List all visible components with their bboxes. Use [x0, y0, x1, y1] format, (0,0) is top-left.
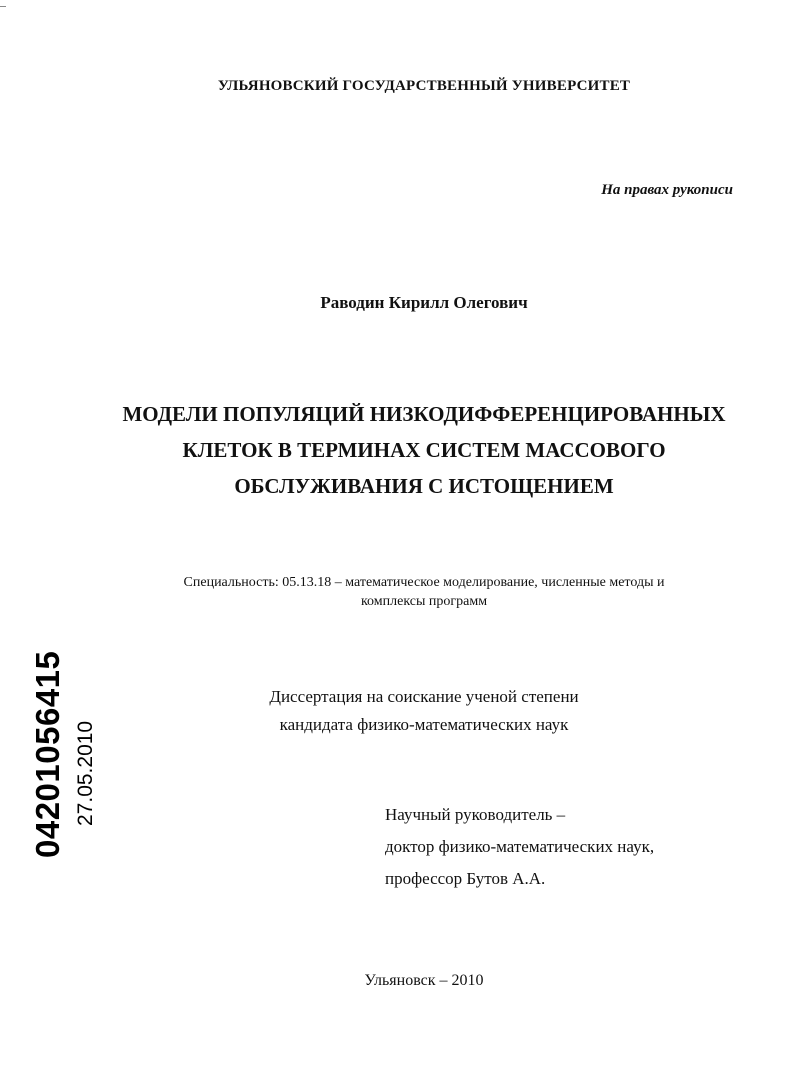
stamp-number: 04201056415: [29, 650, 66, 858]
title-line: КЛЕТОК В ТЕРМИНАХ СИСТЕМ МАССОВОГО: [182, 438, 666, 462]
speciality-block: [0, 573, 795, 611]
supervisor-block: [385, 799, 654, 895]
scan-edge-mark: [0, 6, 6, 7]
degree-block: [0, 683, 795, 739]
city-year: Ульяновск – 2010: [364, 972, 484, 989]
degree-line: Диссертация на соискание ученой степени: [269, 687, 579, 706]
supervisor-line: доктор физико-математических наук,: [385, 837, 655, 856]
author-name: Раводин Кирилл Олегович: [320, 293, 528, 312]
supervisor-line: профессор Бутов А.А.: [385, 869, 546, 888]
stamp-date: 27.05.2010: [74, 720, 97, 826]
dissertation-title: [0, 396, 795, 504]
degree-line: кандидата физико-математических наук: [279, 715, 569, 734]
manuscript-note: На правах рукописи: [601, 182, 733, 198]
supervisor-line: Научный руководитель –: [385, 805, 566, 824]
title-line: ОБСЛУЖИВАНИЯ С ИСТОЩЕНИЕМ: [234, 474, 614, 498]
title-line: МОДЕЛИ ПОПУЛЯЦИЙ НИЗКОДИФФЕРЕНЦИРОВАННЫХ: [122, 402, 726, 426]
speciality-line: Специальность: 05.13.18 – математическое моделирование, численные методы и: [183, 575, 665, 590]
university-name: УЛЬЯНОВСКИЙ ГОСУДАРСТВЕННЫЙ УНИВЕРСИТЕТ: [217, 78, 631, 94]
library-stamp: [29, 636, 97, 858]
speciality-line: комплексы программ: [360, 594, 488, 609]
